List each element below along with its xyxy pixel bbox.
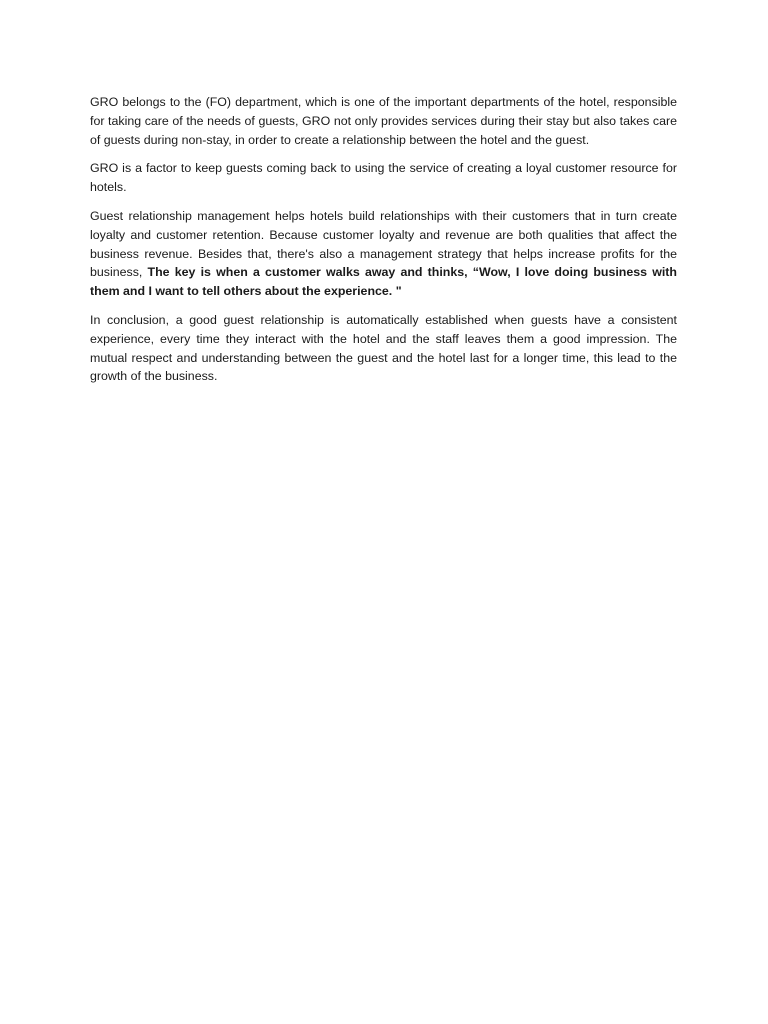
paragraph-text: Guest relationship management helps hotels build relationships with their customers that in turn create loyalty and customer retention. Because customer loyalty and revenue are both qualities that affect the business revenue. Besides that, there's also a management strategy that helps increase profits for the business, [90, 208, 677, 280]
paragraph-relationship-management [90, 207, 677, 301]
paragraph-gro-loyalty: GRO is a factor to keep guests coming back to using the service of creating a loyal customer resource for hotels. [90, 161, 677, 195]
key-quote: The key is when a customer walks away and thinks, “Wow, I love doing business with them and I want to tell others about the experience. " [90, 265, 677, 299]
document-body [90, 93, 677, 396]
paragraph-conclusion: In conclusion, a good guest relationship is automatically established when guests have a consistent experience, every time they interact with the hotel and the staff leaves them a good impression. The mutual respect and understanding between the guest and the hotel last for a longer time, this lead to the growth of the business. [90, 312, 677, 384]
paragraph-gro-department: GRO belongs to the (FO) department, which is one of the important departments of the hotel, responsible for taking care of the needs of guests, GRO not only provides services during their stay but also takes care of guests during non-stay, in order to create a relationship between the hotel and the guest. [90, 95, 677, 147]
